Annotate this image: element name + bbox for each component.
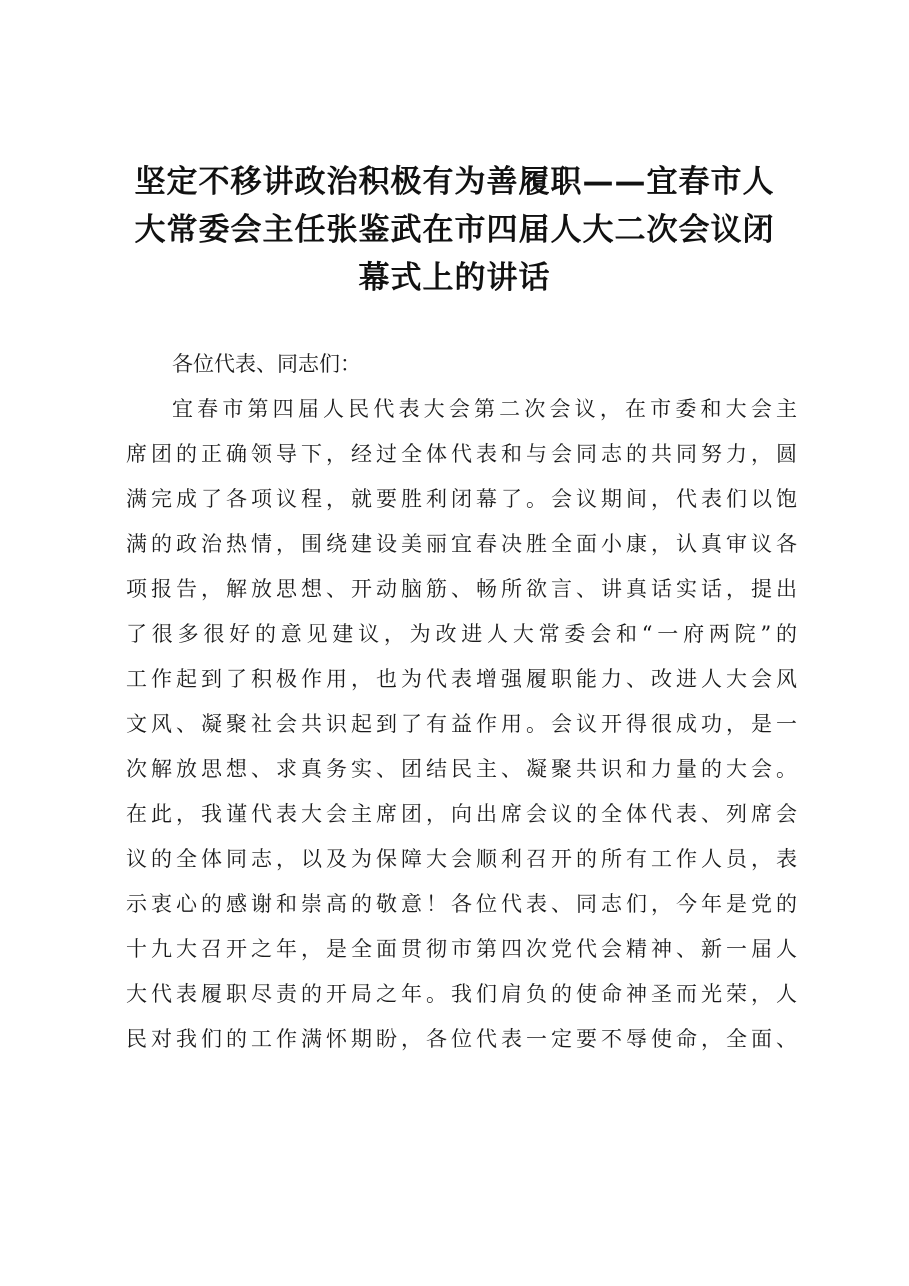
paragraph-line: 民对我们的工作满怀期盼，各位代表一定要不辱使命，全面、 bbox=[126, 1027, 797, 1051]
salutation: 各位代表、同志们： bbox=[172, 352, 361, 376]
title-line-2: 大常委会主任张鉴武在市四届人大二次会议闭 bbox=[134, 212, 775, 248]
paragraph-line: 项报告，解放思想、开动脑筋、畅所欲言、讲真话实话，提出 bbox=[126, 577, 797, 601]
title-line-1: 坚定不移讲政治积极有为善履职——宜春市人 bbox=[134, 164, 775, 200]
document-body bbox=[126, 342, 797, 1062]
title-line-3: 幕式上的讲话 bbox=[358, 260, 551, 296]
paragraph-line: 了很多很好的意见建议，为改进人大常委会和“一府两院”的 bbox=[126, 622, 797, 646]
paragraph-line: 议的全体同志，以及为保障大会顺利召开的所有工作人员，表 bbox=[126, 847, 797, 871]
paragraph-line: 席团的正确领导下，经过全体代表和与会同志的共同努力，圆 bbox=[126, 442, 797, 466]
paragraph-line: 大代表履职尽责的开局之年。我们肩负的使命神圣而光荣，人 bbox=[126, 982, 797, 1006]
paragraph-line: 工作起到了积极作用，也为代表增强履职能力、改进人大会风 bbox=[126, 667, 797, 691]
paragraph-line: 满完成了各项议程，就要胜利闭幕了。会议期间，代表们以饱 bbox=[126, 487, 797, 511]
paragraph-line: 十九大召开之年，是全面贯彻市第四次党代会精神、新一届人 bbox=[126, 937, 797, 961]
paragraph-line: 宜春市第四届人民代表大会第二次会议，在市委和大会主 bbox=[172, 397, 797, 421]
paragraph-line: 在此，我谨代表大会主席团，向出席会议的全体代表、列席会 bbox=[126, 802, 797, 826]
paragraph-line: 示衷心的感谢和崇高的敬意！各位代表、同志们，今年是党的 bbox=[126, 892, 797, 916]
document-title bbox=[100, 158, 809, 302]
speech-paragraph bbox=[126, 387, 797, 1062]
paragraph-line: 次解放思想、求真务实、团结民主、凝聚共识和力量的大会。 bbox=[126, 757, 797, 781]
paragraph-line: 文风、凝聚社会共识起到了有益作用。会议开得很成功，是一 bbox=[126, 712, 797, 736]
paragraph-line: 满的政治热情，围绕建设美丽宜春决胜全面小康，认真审议各 bbox=[126, 532, 797, 556]
